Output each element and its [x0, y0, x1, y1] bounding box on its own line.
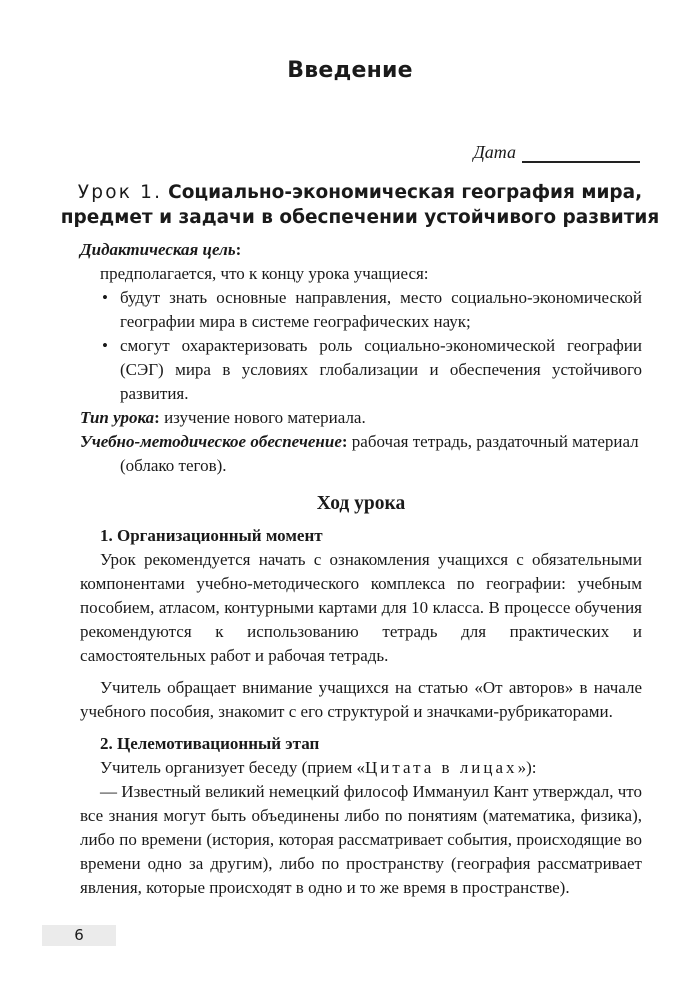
paragraph: Учитель организует беседу (прием «Цитата в лицах»):	[100, 758, 537, 777]
lesson-title	[60, 180, 660, 230]
lesson-name-line2: предмет и задачи в обеспечении устойчивого развития	[60, 207, 660, 228]
lesson-name-line1: Социально-экономическая география мира,	[168, 182, 643, 203]
page-heading: Введение	[287, 58, 413, 83]
page-number: 6	[42, 925, 116, 946]
paragraph: Учитель обращает внимание учащихся на статью «От авторов» в начале учебного пособия, знакомит с его структурой и значками-рубрикаторами.	[80, 678, 642, 721]
bullet-icon: •	[102, 336, 108, 355]
didactic-goal-intro: предполагается, что к концу урока учащиеся:	[100, 264, 429, 283]
paragraph: Урок рекомендуется начать с ознакомления учащихся с обязательными компонентами учебно-методического комплекса по географии: учебным пособием, атласом, контурными картами для 10 класса. В процессе обучения рекомендуются к использованию тетрадь для практических и самостоятельных работ и рабочая тетрадь.	[80, 550, 642, 665]
date-underline[interactable]	[522, 145, 640, 163]
lesson-materials: Учебно-методическое обеспечение: рабочая тетрадь, раздаточный материал (облако тегов).	[80, 432, 639, 475]
list-item: • смогут охарактеризовать роль социально-экономической географии (СЭГ) мира в условиях глобализации и обеспечения устойчивого развития.	[102, 336, 642, 403]
paragraph: — Известный великий немецкий философ Иммануил Кант утверждал, что все знания могут быть объединены либо по понятиям (математика, физика), либо по времени (история, которая рассматривает события, происходящие во времени одно за другим), либо по пространству (география рассматривает явления, которые происходят в одно и то же время в пространстве).	[80, 782, 642, 897]
list-item: • будут знать основные направления, место социально-экономической географии мира в системе географических наук;	[102, 288, 642, 331]
bullet-icon: •	[102, 288, 108, 307]
date-field	[473, 142, 640, 163]
didactic-goal-label: Дидактическая цель:	[80, 240, 242, 259]
date-label: Дата	[473, 142, 516, 162]
lesson-number: Урок 1.	[77, 182, 163, 203]
lesson-type: Тип урока: изучение нового материала.	[80, 408, 366, 427]
section-heading: 2. Целемотивационный этап	[100, 734, 320, 753]
course-heading: Ход урока	[316, 493, 406, 514]
section-heading: 1. Организационный момент	[100, 526, 323, 545]
technique-name: Цитата в лицах	[365, 758, 518, 777]
didactic-goal-list	[80, 286, 642, 406]
lesson-body	[80, 238, 642, 900]
